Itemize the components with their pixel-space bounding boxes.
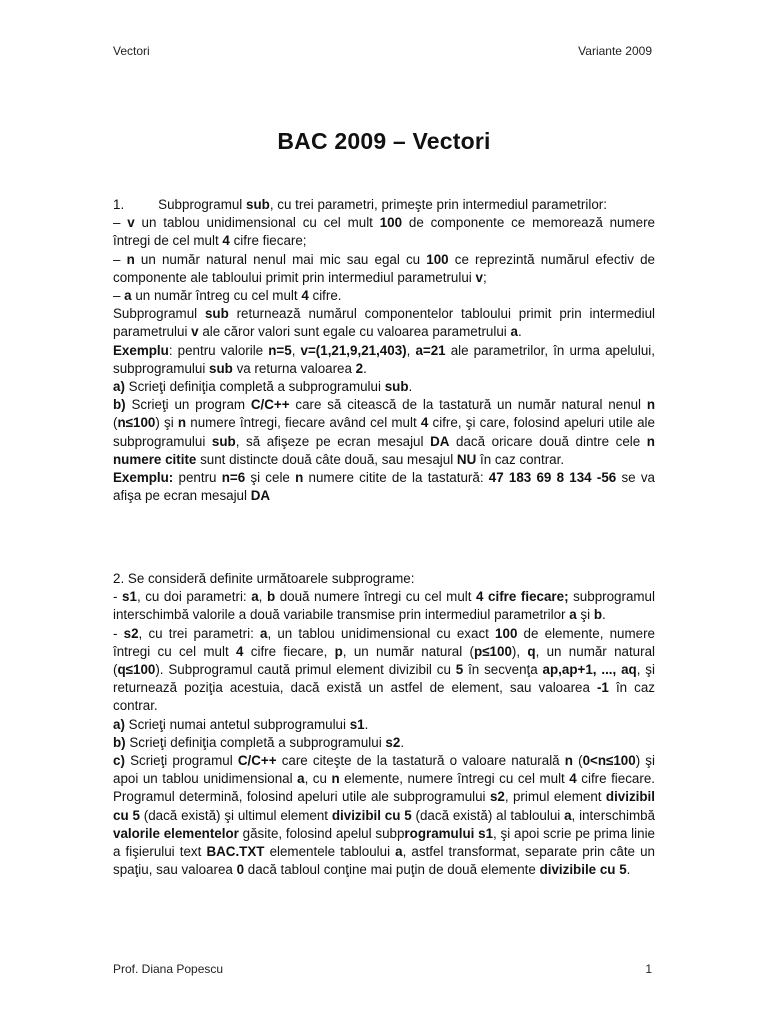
paragraph: – n un număr natural nenul mai mic sau egal cu 100 ce reprezintă numărul efectiv de componente ale tabloului primit prin intermediul parametrului v; — [113, 251, 656, 285]
exercise-2 — [113, 570, 655, 879]
paragraph: – v un tablou unidimensional cu cel mult 100 de componente ce memorează numere întregi de cel mult 4 cifre fiecare; — [113, 215, 655, 249]
footer-author: Prof. Diana Popescu — [113, 962, 224, 976]
paragraph: b) Scrieţi definiţia completă a subprogramului s2. — [113, 734, 405, 750]
header-right: Variante 2009 — [578, 44, 652, 58]
paragraph: – a un număr întreg cu cel mult 4 cifre. — [113, 288, 342, 304]
page-number: 1 — [645, 962, 652, 976]
paragraph: Exemplu: pentru n=6 şi cele n numere citite de la tastatură: 47 183 69 8 134 -56 se va afişa pe ecran mesajul DA — [113, 470, 655, 504]
paragraph: 1. Subprogramul sub, cu trei parametri, primeşte prin intermediul parametrilor: — [113, 197, 607, 212]
page-title: BAC 2009 – Vectori — [277, 128, 491, 154]
paragraph: Subprogramul sub returnează numărul componentelor tabloului primit prin intermediul parametrului v ale căror valori sunt egale cu valoarea parametrului a. — [113, 306, 655, 340]
paragraph: c) Scrieţi programul C/C++ care citeşte de la tastatură o valoare naturală n (0<n≤100) şi apoi un tablou unidimensional a, cu n elemente, numere întregi cu cel mult 4 cifre fiecare. Programul determină, folosind apeluri utile ale subprogramului s2, primul element divizibil cu 5 (dacă există) şi ultimul element divizibil cu 5 (dacă există) al tabloului a, interschimbă valorile elementelor găsite, folosind apelul subprogramului s1, şi apoi scrie pe prima linie a fişierului text BAC.TXT elementele tabloului a, astfel transformat, separate prin câte un spaţiu, sau valoarea 0 dacă tabloul conţine mai puţin de două elemente divizibile cu 5. — [113, 753, 656, 878]
paragraph: a) Scrieţi definiţia completă a subprogramului sub. — [113, 379, 413, 395]
paragraph: 2. Se consideră definite următoarele subprograme: — [113, 571, 415, 586]
exercise-1 — [113, 196, 655, 505]
paragraph: a) Scrieţi numai antetul subprogramului s1. — [113, 716, 369, 732]
paragraph: - s1, cu doi parametri: a, b două numere întregi cu cel mult 4 cifre fiecare; subprogramul interschimbă valorile a două variabile transmise prin intermediul parametrilor a şi b. — [113, 589, 655, 623]
paragraph: Exemplu: pentru valorile n=5, v=(1,21,9,21,403), a=21 ale parametrilor, în urma apelului, subprogramului sub va returna valoarea 2. — [113, 342, 655, 376]
paragraph: b) Scrieţi un program C/C++ care să citească de la tastatură un număr natural nenul n (n≤100) şi n numere întregi, fiecare având cel mult 4 cifre, şi care, folosind apeluri utile ale subprogramului sub, să afişeze pe ecran mesajul DA dacă oricare două dintre cele n numere citite sunt distincte două câte două, sau mesajul NU în caz contrar. — [113, 397, 655, 467]
paragraph: - s2, cu trei parametri: a, un tablou unidimensional cu exact 100 de elemente, numere întregi cu cel mult 4 cifre fiecare, p, un număr natural (p≤100), q, un număr natural (q≤100). Subprogramul caută primul element divizibil cu 5 în secvenţa ap,ap+1, ..., aq, şi returnează poziţia acestuia, dacă există un astfel de element, sau valoarea -1 în caz contrar. — [113, 625, 656, 714]
header-left: Vectori — [113, 44, 150, 58]
